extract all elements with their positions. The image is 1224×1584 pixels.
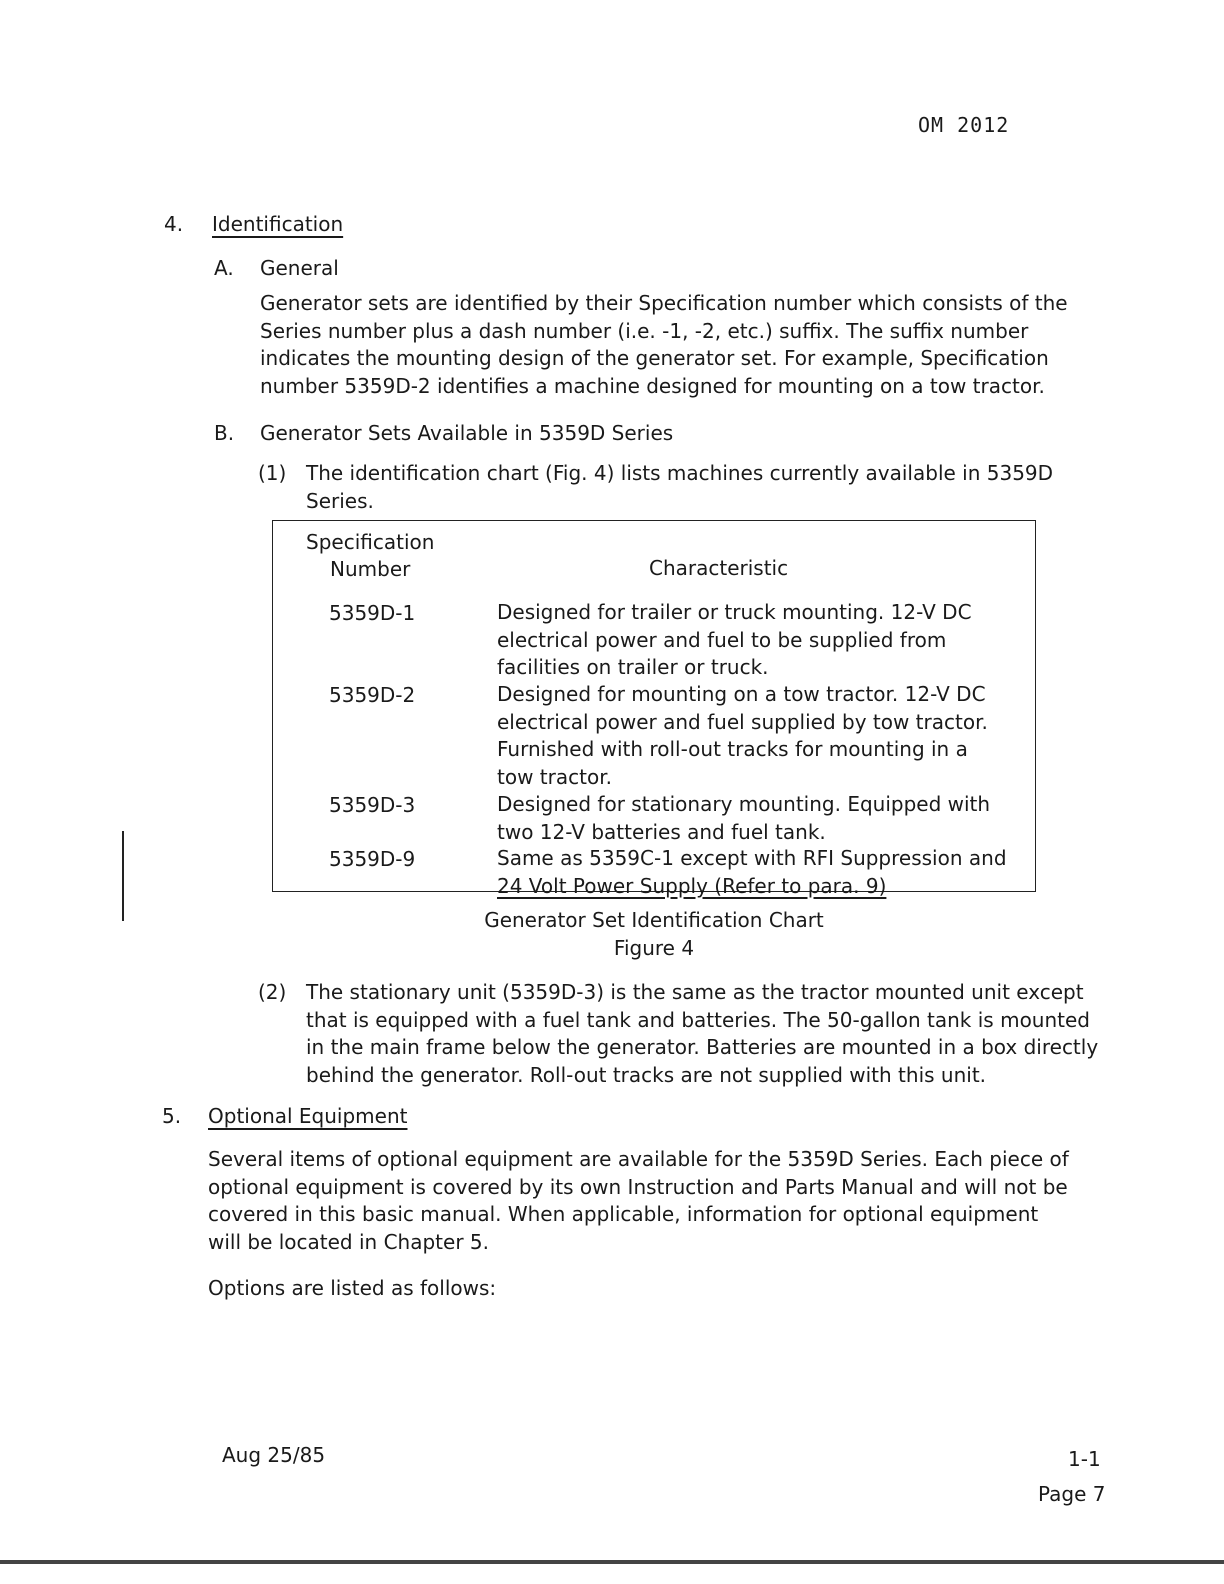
figure-caption-title: Generator Set Identification Chart — [484, 908, 824, 932]
text-line: Same as 5359C-1 except with RFI Suppression and — [497, 846, 1007, 870]
subsection-b-letter: B. — [214, 421, 235, 445]
text-line: covered in this basic manual. When applicable, information for optional equipment — [208, 1202, 1039, 1226]
footer-section-page: 1-1 — [1068, 1447, 1101, 1471]
text-line: Several items of optional equipment are available for the 5359D Series. Each piece of — [208, 1147, 1069, 1171]
table-row-characteristic — [497, 599, 1027, 682]
item-1-number: (1) — [258, 461, 287, 485]
column-header-spec — [306, 529, 434, 583]
footer-page-number: Page 7 — [1038, 1482, 1106, 1506]
document-code: OM 2012 — [918, 113, 1010, 137]
text-line: The identification chart (Fig. 4) lists machines currently available in 5359D — [306, 461, 1054, 485]
item-2-text — [306, 979, 1098, 1089]
table-row-spec: 5359D-2 — [329, 683, 416, 707]
options-intro: Options are listed as follows: — [208, 1276, 497, 1300]
text-line: 24 Volt Power Supply (Refer to para. 9) — [497, 873, 887, 898]
text-line: Generator sets are identified by their Specification number which consists of the — [260, 291, 1068, 315]
section-5-title: Optional Equipment — [208, 1104, 408, 1128]
subsection-a-letter: A. — [214, 256, 234, 280]
figure-caption-number: Figure 4 — [613, 936, 695, 960]
text-line: that is equipped with a fuel tank and batteries. The 50-gallon tank is mounted — [306, 1007, 1090, 1032]
text-line: Series number plus a dash number (i.e. -1, -2, etc.) suffix. The suffix number — [260, 318, 1029, 343]
text-line: The stationary unit (5359D-3) is the same as the tractor mounted unit except — [306, 980, 1084, 1004]
column-header-characteristic: Characteristic — [649, 556, 789, 580]
general-paragraph — [260, 290, 1068, 400]
bottom-scan-edge — [0, 1560, 1224, 1564]
table-row-characteristic — [497, 845, 1027, 900]
subsection-a-title: General — [260, 256, 339, 280]
text-line: tow tractor. — [497, 764, 612, 789]
text-line: indicates the mounting design of the generator set. For example, Specification — [260, 346, 1049, 370]
subsection-b-title: Generator Sets Available in 5359D Series — [260, 421, 674, 445]
text-line: Series. — [306, 488, 374, 513]
item-1-text — [306, 460, 1053, 515]
text-line: behind the generator. Roll-out tracks are not supplied with this unit. — [306, 1062, 987, 1087]
text-line: two 12-V batteries and fuel tank. — [497, 819, 826, 844]
footer-date: Aug 25/85 — [222, 1443, 326, 1467]
revision-bar — [122, 831, 124, 921]
item-2-number: (2) — [258, 980, 287, 1004]
optional-equipment-paragraph — [208, 1146, 1069, 1256]
text-line: facilities on trailer or truck. — [497, 655, 769, 679]
identification-chart-table — [272, 520, 1036, 898]
section-4-title: Identification — [212, 212, 344, 236]
column-header-spec-line: Number — [330, 557, 411, 581]
table-row-characteristic — [497, 791, 1027, 846]
text-line: Designed for stationary mounting. Equipped with — [497, 792, 991, 816]
text-line: optional equipment is covered by its own Instruction and Parts Manual and will not be — [208, 1174, 1068, 1199]
text-line: Designed for trailer or truck mounting. 12-V DC — [497, 600, 972, 624]
table-row-characteristic — [497, 681, 1027, 791]
section-4-number: 4. — [164, 212, 184, 236]
column-header-spec-line: Specification — [306, 530, 435, 554]
text-line: electrical power and fuel to be supplied from — [497, 627, 947, 652]
text-line: will be located in Chapter 5. — [208, 1229, 489, 1254]
text-line: electrical power and fuel supplied by tow tractor. — [497, 709, 988, 734]
table-row-spec: 5359D-9 — [329, 847, 416, 871]
text-line: Designed for mounting on a tow tractor. 12-V DC — [497, 682, 986, 706]
text-line: in the main frame below the generator. Batteries are mounted in a box directly — [306, 1035, 1099, 1059]
table-row-spec: 5359D-3 — [329, 793, 416, 817]
text-line: Furnished with roll-out tracks for mounting in a — [497, 737, 968, 761]
table-row-spec: 5359D-1 — [329, 601, 416, 625]
text-line: number 5359D-2 identifies a machine designed for mounting on a tow tractor. — [260, 373, 1045, 398]
section-5-number: 5. — [162, 1104, 182, 1128]
